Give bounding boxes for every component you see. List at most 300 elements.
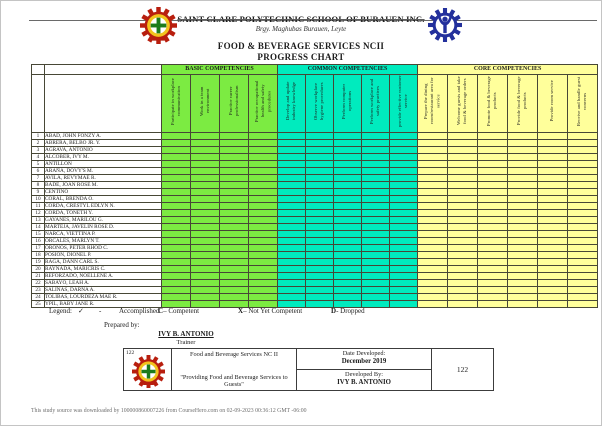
competency-mark-cell: [334, 238, 362, 245]
legend-c-symbol: C: [158, 307, 164, 315]
competency-mark-cell: [568, 294, 598, 301]
competency-mark-cell: [278, 196, 306, 203]
competency-mark-cell: [334, 154, 362, 161]
competency-mark-cell: [390, 245, 418, 252]
competency-mark-cell: [508, 294, 538, 301]
student-row-number: 5: [32, 161, 45, 168]
competency-mark-cell: [538, 231, 568, 238]
competency-mark-cell: [278, 175, 306, 182]
competency-mark-cell: [538, 154, 568, 161]
competency-mark-cell: [568, 161, 598, 168]
competency-mark-cell: [362, 231, 390, 238]
competency-mark-cell: [390, 133, 418, 140]
competency-mark-cell: [390, 217, 418, 224]
competency-column-header: [362, 75, 390, 133]
competency-mark-cell: [191, 287, 220, 294]
competency-mark-cell: [306, 280, 334, 287]
competency-mark-cell: [362, 259, 390, 266]
competency-mark-cell: [390, 189, 418, 196]
competency-mark-cell: [448, 224, 478, 231]
competency-mark-cell: [478, 189, 508, 196]
competency-mark-cell: [249, 259, 278, 266]
competency-mark-cell: [306, 140, 334, 147]
competency-mark-cell: [191, 245, 220, 252]
competency-mark-cell: [448, 147, 478, 154]
competency-mark-cell: [278, 238, 306, 245]
competency-mark-cell: [478, 245, 508, 252]
competency-mark-cell: [334, 294, 362, 301]
date-developed-value: December 2019: [341, 357, 387, 365]
competency-mark-cell: [390, 147, 418, 154]
competency-mark-cell: [448, 189, 478, 196]
competency-mark-cell: [538, 182, 568, 189]
student-row-number: 2: [32, 140, 45, 147]
competency-mark-cell: [162, 210, 191, 217]
student-name: ORONOS, PETER RHOD C.: [45, 245, 162, 252]
competency-mark-cell: [418, 196, 448, 203]
competency-mark-cell: [191, 266, 220, 273]
competency-mark-cell: [568, 287, 598, 294]
competency-mark-cell: [220, 182, 249, 189]
competency-mark-cell: [191, 224, 220, 231]
competency-mark-cell: [508, 210, 538, 217]
competency-mark-cell: [334, 203, 362, 210]
competency-mark-cell: [306, 203, 334, 210]
competency-group-header: COMMON COMPETENCIES: [278, 65, 418, 75]
competency-mark-cell: [191, 175, 220, 182]
competency-mark-cell: [278, 266, 306, 273]
competency-column-header: [249, 75, 278, 133]
competency-mark-cell: [538, 210, 568, 217]
competency-mark-cell: [306, 154, 334, 161]
competency-mark-cell: [220, 245, 249, 252]
student-row-number: 22: [32, 280, 45, 287]
competency-mark-cell: [249, 168, 278, 175]
competency-mark-cell: [538, 140, 568, 147]
competency-mark-cell: [162, 154, 191, 161]
competency-mark-cell: [508, 154, 538, 161]
competency-mark-cell: [508, 203, 538, 210]
competency-mark-cell: [334, 196, 362, 203]
competency-mark-cell: [249, 217, 278, 224]
competency-mark-cell: [249, 175, 278, 182]
student-row: [32, 266, 598, 273]
document-title: FOOD & BEVERAGE SERVICES NCII: [217, 41, 385, 51]
student-name: ORCALES, MARLYN T.: [45, 238, 162, 245]
competency-mark-cell: [478, 224, 508, 231]
competency-mark-cell: [418, 231, 448, 238]
competency-mark-cell: [220, 196, 249, 203]
student-row: [32, 182, 598, 189]
competency-mark-cell: [162, 245, 191, 252]
student-name: POSION, DIONEL P.: [45, 252, 162, 259]
blank-number-header: [32, 75, 45, 133]
competency-mark-cell: [334, 182, 362, 189]
competency-mark-cell: [448, 266, 478, 273]
competency-mark-cell: [568, 189, 598, 196]
competency-mark-cell: [278, 294, 306, 301]
student-row: [32, 203, 598, 210]
competency-mark-cell: [220, 217, 249, 224]
competency-mark-cell: [362, 147, 390, 154]
progress-table-wrapper: [31, 64, 598, 308]
competency-group-header: BASIC COMPETENCIES: [162, 65, 278, 75]
competency-mark-cell: [191, 196, 220, 203]
competency-mark-cell: [191, 273, 220, 280]
competency-mark-cell: [334, 140, 362, 147]
student-row: [32, 196, 598, 203]
competency-mark-cell: [249, 189, 278, 196]
competency-mark-cell: [418, 217, 448, 224]
student-row-number: 10: [32, 196, 45, 203]
competency-mark-cell: [306, 231, 334, 238]
competency-mark-cell: [249, 182, 278, 189]
competency-mark-cell: [278, 245, 306, 252]
competency-mark-cell: [306, 147, 334, 154]
competency-mark-cell: [568, 175, 598, 182]
progress-table: [31, 64, 598, 308]
student-row: [32, 133, 598, 140]
competency-mark-cell: [278, 252, 306, 259]
competency-mark-cell: [448, 238, 478, 245]
competency-mark-cell: [568, 133, 598, 140]
competency-mark-cell: [249, 147, 278, 154]
competency-mark-cell: [191, 294, 220, 301]
corner-name-cell: [45, 65, 162, 75]
competency-mark-cell: [390, 161, 418, 168]
competency-mark-cell: [538, 147, 568, 154]
competency-mark-cell: [278, 280, 306, 287]
legend-label: Legend:: [49, 307, 72, 315]
page-number-small: 122: [126, 350, 135, 356]
competency-mark-cell: [162, 147, 191, 154]
student-row-number: 19: [32, 259, 45, 266]
student-name: CENTINO: [45, 189, 162, 196]
school-address: Brgy. Maghubas Burauen, Leyte: [255, 25, 347, 33]
competency-mark-cell: [568, 224, 598, 231]
competency-mark-cell: [220, 231, 249, 238]
competency-column-label: Observe workplace hygiene procedures: [313, 82, 325, 120]
competency-mark-cell: [390, 168, 418, 175]
competency-column-header: [448, 75, 478, 133]
competency-mark-cell: [220, 168, 249, 175]
competency-mark-cell: [162, 259, 191, 266]
competency-column-label: Participate in workplace communication: [169, 77, 181, 125]
student-row-number: 16: [32, 238, 45, 245]
competency-mark-cell: [418, 266, 448, 273]
document-subtitle: PROGRESS CHART: [257, 52, 345, 62]
competency-mark-cell: [390, 196, 418, 203]
competency-mark-cell: [249, 266, 278, 273]
competency-mark-cell: [538, 196, 568, 203]
competency-mark-cell: [306, 294, 334, 301]
student-row: [32, 259, 598, 266]
competency-mark-cell: [508, 168, 538, 175]
competency-mark-cell: [478, 287, 508, 294]
competency-column-label: Promote food & beverage products: [486, 76, 498, 126]
competency-mark-cell: [508, 217, 538, 224]
competency-mark-cell: [448, 203, 478, 210]
competency-mark-cell: [191, 168, 220, 175]
student-row-number: 9: [32, 189, 45, 196]
competency-column-header: [568, 75, 598, 133]
competency-mark-cell: [278, 287, 306, 294]
student-row: [32, 252, 598, 259]
competency-mark-cell: [362, 287, 390, 294]
competency-mark-cell: [448, 161, 478, 168]
competency-mark-cell: [418, 294, 448, 301]
competency-mark-cell: [306, 175, 334, 182]
competency-mark-cell: [334, 287, 362, 294]
competency-mark-cell: [220, 189, 249, 196]
competency-mark-cell: [334, 252, 362, 259]
competency-mark-cell: [568, 217, 598, 224]
student-row-number: 7: [32, 175, 45, 182]
student-row-number: 24: [32, 294, 45, 301]
competency-mark-cell: [418, 133, 448, 140]
competency-mark-cell: [508, 196, 538, 203]
competency-mark-cell: [418, 252, 448, 259]
competency-mark-cell: [220, 133, 249, 140]
legend-d-meaning: - Dropped: [336, 307, 365, 315]
competency-mark-cell: [418, 182, 448, 189]
competency-mark-cell: [538, 175, 568, 182]
competency-mark-cell: [220, 175, 249, 182]
student-row: [32, 238, 598, 245]
competency-mark-cell: [191, 217, 220, 224]
competency-mark-cell: [478, 161, 508, 168]
competency-mark-cell: [538, 203, 568, 210]
competency-mark-cell: [334, 266, 362, 273]
competency-mark-cell: [478, 203, 508, 210]
developed-by: [297, 370, 431, 390]
student-name: GAYANES, MARILOU G.: [45, 217, 162, 224]
competency-mark-cell: [448, 196, 478, 203]
competency-mark-cell: [162, 224, 191, 231]
competency-mark-cell: [390, 154, 418, 161]
competency-mark-cell: [390, 259, 418, 266]
competency-mark-cell: [568, 266, 598, 273]
competency-mark-cell: [191, 231, 220, 238]
legend-dropped: [331, 307, 365, 315]
competency-mark-cell: [249, 280, 278, 287]
competency-mark-cell: [390, 280, 418, 287]
competency-mark-cell: [306, 217, 334, 224]
competency-mark-cell: [418, 175, 448, 182]
competency-mark-cell: [162, 266, 191, 273]
student-name: AVILA, REVYMAE R.: [45, 175, 162, 182]
competency-mark-cell: [220, 294, 249, 301]
student-row-number: 21: [32, 273, 45, 280]
legend-check-symbol: ✓: [78, 307, 84, 315]
competency-mark-cell: [390, 252, 418, 259]
preparer-name: IVY B. ANTONIO: [158, 330, 214, 338]
competency-mark-cell: [362, 161, 390, 168]
competency-mark-cell: [334, 210, 362, 217]
competency-column-label: Perform workplace and safety practices: [369, 78, 381, 124]
student-row: [32, 140, 598, 147]
competency-mark-cell: [508, 287, 538, 294]
competency-mark-cell: [249, 294, 278, 301]
competency-mark-cell: [306, 273, 334, 280]
legend-d-symbol: D: [331, 307, 337, 315]
competency-mark-cell: [538, 161, 568, 168]
competency-mark-cell: [418, 203, 448, 210]
competency-mark-cell: [362, 196, 390, 203]
legend-check-separator: -: [99, 307, 102, 315]
competency-mark-cell: [478, 294, 508, 301]
student-name: CORDA, TONETH Y.: [45, 210, 162, 217]
competency-mark-cell: [162, 161, 191, 168]
competency-mark-cell: [249, 161, 278, 168]
competency-mark-cell: [390, 175, 418, 182]
competency-mark-cell: [362, 189, 390, 196]
competency-mark-cell: [508, 280, 538, 287]
competency-mark-cell: [448, 252, 478, 259]
student-row: [32, 273, 598, 280]
competency-column-header: [418, 75, 448, 133]
competency-mark-cell: [478, 266, 508, 273]
competency-mark-cell: [306, 210, 334, 217]
competency-column-label: Practice career professionalism: [227, 85, 239, 117]
competency-mark-cell: [362, 175, 390, 182]
competency-column-label: Prepare the dining room/restaurant area for service: [423, 77, 441, 125]
competency-mark-cell: [220, 238, 249, 245]
student-row-number: 13: [32, 217, 45, 224]
competency-mark-cell: [418, 280, 448, 287]
competency-mark-cell: [162, 287, 191, 294]
competency-mark-cell: [568, 252, 598, 259]
competency-mark-cell: [306, 266, 334, 273]
competency-mark-cell: [508, 252, 538, 259]
competency-mark-cell: [448, 182, 478, 189]
competency-mark-cell: [162, 203, 191, 210]
student-row: [32, 154, 598, 161]
competency-mark-cell: [334, 217, 362, 224]
competency-mark-cell: [220, 252, 249, 259]
competency-mark-cell: [306, 161, 334, 168]
competency-mark-cell: [448, 210, 478, 217]
competency-group-header: CORE COMPETENCIES: [418, 65, 598, 75]
competency-mark-cell: [191, 259, 220, 266]
competency-mark-cell: [390, 231, 418, 238]
competency-mark-cell: [306, 189, 334, 196]
competency-mark-cell: [568, 203, 598, 210]
competency-mark-cell: [362, 245, 390, 252]
competency-mark-cell: [538, 168, 568, 175]
competency-mark-cell: [478, 140, 508, 147]
competency-mark-cell: [568, 231, 598, 238]
competency-mark-cell: [448, 280, 478, 287]
student-row-number: 25: [32, 301, 45, 308]
competency-mark-cell: [418, 238, 448, 245]
competency-mark-cell: [306, 245, 334, 252]
competency-mark-cell: [278, 147, 306, 154]
competency-mark-cell: [390, 210, 418, 217]
competency-mark-cell: [362, 210, 390, 217]
competency-mark-cell: [249, 231, 278, 238]
competency-mark-cell: [191, 189, 220, 196]
competency-mark-cell: [306, 259, 334, 266]
competency-mark-cell: [568, 259, 598, 266]
competency-mark-cell: [448, 273, 478, 280]
competency-mark-cell: [538, 266, 568, 273]
competency-mark-cell: [418, 224, 448, 231]
competency-mark-cell: [306, 196, 334, 203]
competency-mark-cell: [508, 224, 538, 231]
competency-mark-cell: [478, 259, 508, 266]
competency-mark-cell: [278, 217, 306, 224]
competency-mark-cell: [162, 189, 191, 196]
info-box-logo-cell: [124, 349, 172, 390]
competency-mark-cell: [478, 280, 508, 287]
info-box-development-cell: [297, 349, 432, 390]
module-title: "Providing Food and Beverage Services to Guests": [180, 373, 288, 388]
blank-name-header: [45, 75, 162, 133]
competency-mark-cell: [448, 133, 478, 140]
competency-mark-cell: [478, 196, 508, 203]
prepared-by-label: Prepared by:: [104, 321, 140, 329]
legend: [31, 307, 599, 318]
competency-mark-cell: [448, 168, 478, 175]
competency-mark-cell: [568, 168, 598, 175]
student-name: REFORZADO, NOELLENE A.: [45, 273, 162, 280]
competency-mark-cell: [162, 217, 191, 224]
student-row-number: 1: [32, 133, 45, 140]
competency-mark-cell: [448, 294, 478, 301]
document-info-box: [123, 348, 494, 391]
competency-mark-cell: [508, 161, 538, 168]
competency-mark-cell: [418, 168, 448, 175]
competency-mark-cell: [306, 252, 334, 259]
competency-mark-cell: [220, 273, 249, 280]
competency-mark-cell: [278, 168, 306, 175]
competency-mark-cell: [568, 238, 598, 245]
competency-mark-cell: [508, 133, 538, 140]
competency-mark-cell: [220, 147, 249, 154]
competency-mark-cell: [538, 252, 568, 259]
competency-mark-cell: [390, 273, 418, 280]
competency-mark-cell: [478, 154, 508, 161]
competency-column-label: Practice occupational health and safety procedures: [253, 80, 272, 122]
student-row-number: 17: [32, 245, 45, 252]
competency-mark-cell: [334, 231, 362, 238]
student-name: MARTEJA, JAVELIN ROSE D.: [45, 224, 162, 231]
competency-mark-cell: [508, 266, 538, 273]
competency-mark-cell: [362, 238, 390, 245]
competency-mark-cell: [162, 294, 191, 301]
competency-mark-cell: [334, 133, 362, 140]
student-name: ALCOBER, IVY M.: [45, 154, 162, 161]
competency-mark-cell: [538, 245, 568, 252]
competency-mark-cell: [362, 273, 390, 280]
student-row-number: 18: [32, 252, 45, 259]
competency-mark-cell: [249, 287, 278, 294]
competency-mark-cell: [448, 231, 478, 238]
competency-mark-cell: [162, 175, 191, 182]
competency-mark-cell: [538, 189, 568, 196]
competency-mark-cell: [478, 182, 508, 189]
student-name: RAGA, DANN CARL S.: [45, 259, 162, 266]
competency-mark-cell: [249, 203, 278, 210]
competency-column-header: [162, 75, 191, 133]
student-name: ABRERA, BELBO JR. Y.: [45, 140, 162, 147]
competency-mark-cell: [278, 273, 306, 280]
competency-mark-cell: [508, 189, 538, 196]
competency-mark-cell: [448, 259, 478, 266]
competency-mark-cell: [418, 287, 448, 294]
student-name: CORDA, CRESTYL EDLYN N.: [45, 203, 162, 210]
